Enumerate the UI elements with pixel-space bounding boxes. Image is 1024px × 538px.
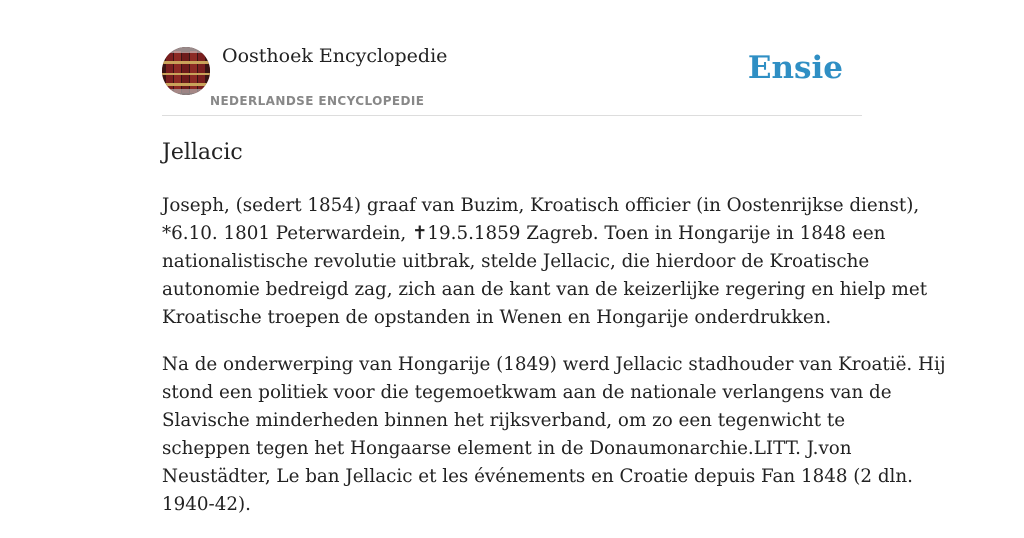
paragraph-line: *6.10. 1801 Peterwardein, ✝19.5.1859 Zagreb. Toen in Hongarije in 1848 een	[162, 223, 886, 244]
site-title-link[interactable]: Oosthoek Encyclopedie	[222, 45, 448, 67]
paragraph-line: autonomie bedreigd zag, zich aan de kant van de keizerlijke regering en hielp met	[162, 279, 928, 300]
paragraph-line: Joseph, (sedert 1854) graaf van Buzim, Kroatisch officier (in Oostenrijkse dienst),	[162, 195, 920, 216]
article-paragraph	[162, 351, 946, 519]
site-subtitle: NEDERLANDSE ENCYCLOPEDIE	[210, 94, 425, 108]
article-title: Jellacic	[162, 140, 243, 165]
article-body	[162, 192, 946, 538]
site-header	[162, 0, 862, 116]
site-logo-avatar[interactable]	[162, 47, 210, 95]
paragraph-line: Neustädter, Le ban Jellacic et les événements en Croatie depuis Fan 1848 (2 dln.	[162, 466, 913, 487]
paragraph-line: 1940-42).	[162, 494, 251, 515]
article-paragraph	[162, 192, 928, 332]
page	[162, 0, 946, 515]
paragraph-line: Na de onderwerping van Hongarije (1849) werd Jellacic stadhouder van Kroatië. Hij	[162, 354, 946, 375]
book-spines-icon	[162, 47, 210, 95]
ensie-brand-logo[interactable]: Ensie	[747, 50, 843, 86]
paragraph-line: stond een politiek voor die tegemoetkwam aan de nationale verlangens van de	[162, 382, 892, 403]
paragraph-line: scheppen tegen het Hongaarse element in de Donaumonarchie.LITT. J.von	[162, 438, 852, 459]
paragraph-line: Slavische minderheden binnen het rijksverband, om zo een tegenwicht te	[162, 410, 846, 431]
paragraph-line: nationalistische revolutie uitbrak, stelde Jellacic, die hierdoor de Kroatische	[162, 251, 870, 272]
paragraph-line: Kroatische troepen de opstanden in Wenen en Hongarije onderdrukken.	[162, 307, 832, 328]
